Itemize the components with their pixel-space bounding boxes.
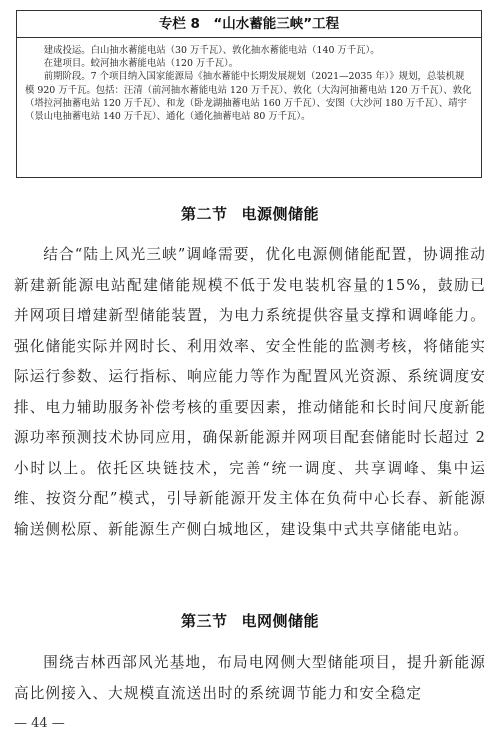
section-2-title: 电源侧储能 bbox=[241, 205, 320, 223]
sidebar-box bbox=[16, 10, 482, 178]
section-3-heading bbox=[0, 610, 500, 631]
box-line: 在建项目。蛟河抽水蓄能电站（120 万千瓦）。 bbox=[43, 58, 239, 70]
paragraph: 围绕吉林西部风光基地，布局电网侧大型储能项目，提升新能源高比例接入、大规模直流送出时的系统调节能力和安全稳定 bbox=[14, 654, 486, 702]
page-number: — 44 — bbox=[14, 716, 65, 731]
box-line: 建成投运。白山抽水蓄能电站（30 万千瓦）、敦化抽水蓄能电站（140 万千瓦）。 bbox=[43, 45, 380, 56]
section-3-title: 电网侧储能 bbox=[241, 612, 320, 630]
section-3-number: 第三节 bbox=[180, 612, 228, 630]
paragraph: 结合“陆上风光三峡”调峰需要，优化电源侧储能配置，协调推动新建新能源电站配建储能规模不低于发电装机容量的15%，鼓励已并网项目增建新型储能装置，为电力系统提供容量支撑和调峰能力。强化储能实际并网时长、利用效率、安全性能的监测考核，将储能实际运行参数、运行指标、响应能力等作为配置风光资源、系统调度安排、电力辅助服务补偿考核的重要因素，推动储能和长时间尺度新能源功率预测技术协同应用，确保新能源并网项目配套储能时长超过 2 小时以上。依托区块链技术，完善“统一调度、共享调峰、集中运维、按资分配”模式，引导新能源开发主体在负荷中心长春、新能源输送侧松原、新能源生产侧白城地区，建设集中式共享储能电站。 bbox=[14, 246, 486, 538]
section-3-body bbox=[14, 648, 486, 709]
section-2-body bbox=[14, 240, 486, 545]
box-body bbox=[17, 38, 481, 123]
box-header: 专栏 8 “山水蓄能三峡”工程 bbox=[17, 11, 481, 38]
section-2-number: 第二节 bbox=[180, 205, 228, 223]
box-line: 前期阶段。7 个项目纳入国家能源局《抽水蓄能中长期发展规划（2021—2035 年）》规划，总装机规模 920 万千瓦。包括：汪清（前河抽水蓄能电站 120 万千瓦）、敦化（大沟河抽蓄电站 120 万千瓦）、敦化（塔拉河抽蓄电站 120 万千瓦）、和龙（卧龙湖抽蓄电站 160 万千瓦）、安图（大沙河 180 万千瓦）、靖宇（景山电抽蓄电站 140 万千瓦）、通化（通化抽蓄电站 80 万千瓦）。 bbox=[25, 71, 472, 123]
section-2-heading bbox=[0, 203, 500, 224]
